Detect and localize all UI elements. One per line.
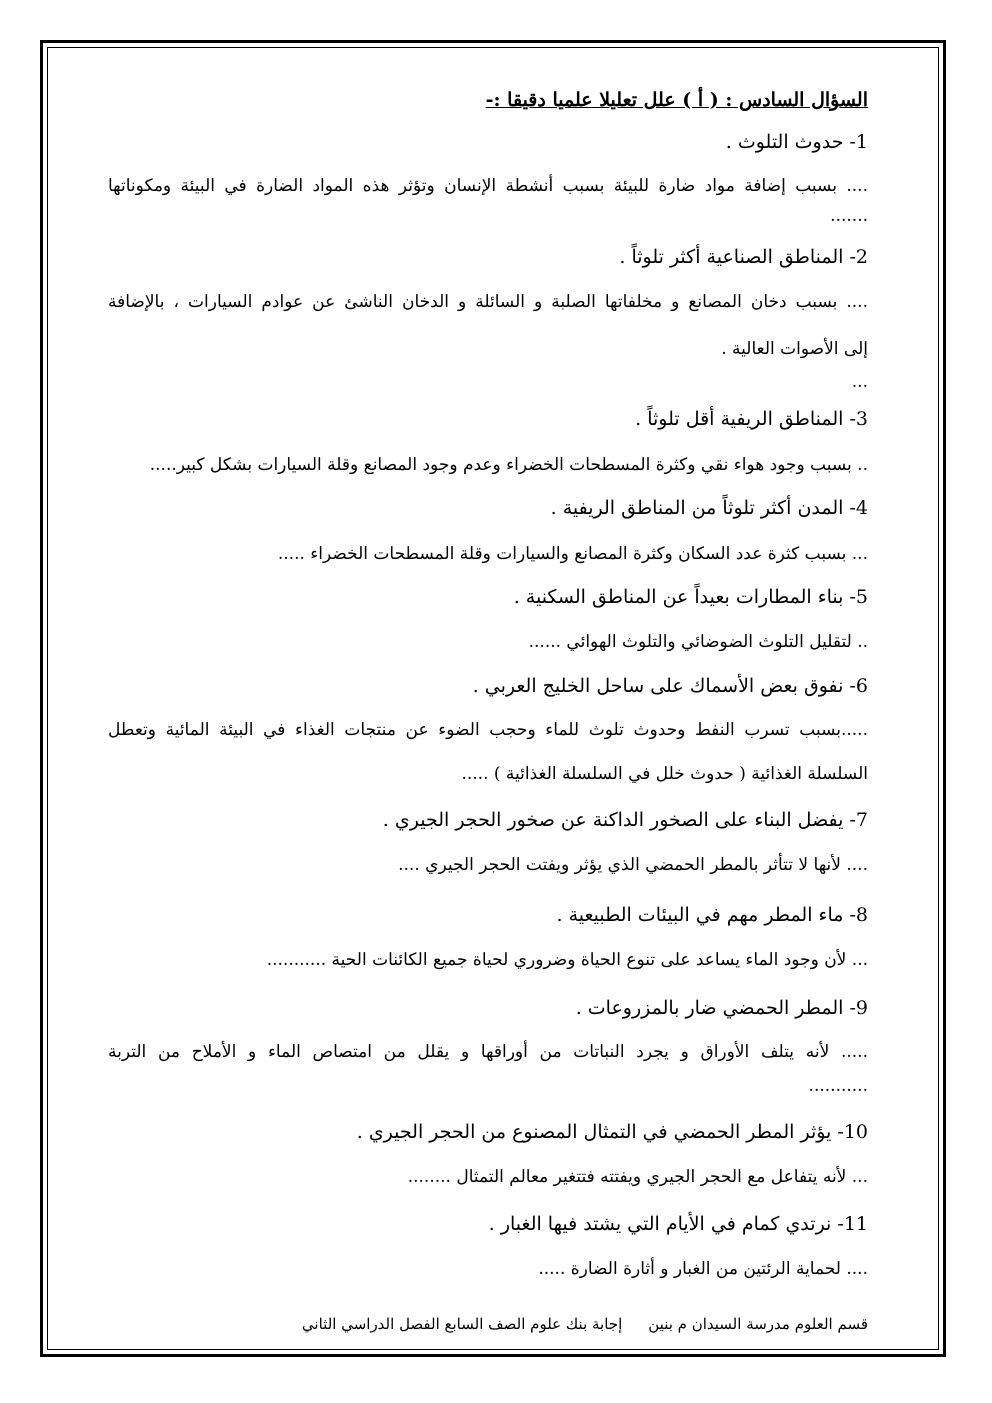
- answer-8: ... لأن وجود الماء يساعد على تنوع الحياة وضروري لحياة جميع الكائنات الحية ...........: [266, 950, 868, 970]
- answer-9: ..... لأنه يتلف الأوراق و يجرد النباتات من أوراقها و يقلل من امتصاص الماء و الأملاح من التربة: [108, 1042, 868, 1062]
- answer-2-cont2: ...: [851, 372, 868, 392]
- answer-2-cont: إلى الأصوات العالية .: [721, 339, 868, 359]
- page-border: [40, 40, 946, 1357]
- answer-5: .. لتقليل التلوث الضوضائي والتلوث الهوائي ......: [528, 632, 868, 652]
- answer-6-cont: السلسلة الغذائية ( حدوث خلل في السلسلة الغذائية ) .....: [461, 764, 868, 784]
- footer: [108, 1310, 868, 1338]
- answer-3: .. بسبب وجود هواء نقي وكثرة المسطحات الخضراء وعدم وجود المصانع وقلة السيارات بشكل كبير.....: [149, 455, 868, 475]
- question-7: 7- يفضل البناء على الصخور الداكنة عن صخور الحجر الجيري .: [382, 809, 868, 831]
- answer-9-cont: ...........: [808, 1076, 868, 1096]
- footer-answer-bank: إجابة بنك علوم الصف السابع الفصل الدراسي الثاني: [301, 1315, 623, 1333]
- question-11: 11- نرتدي كمام في الأيام التي يشتد فيها الغبار .: [488, 1213, 868, 1235]
- answer-11: .... لحماية الرئتين من الغبار و أثارة الضارة .....: [538, 1259, 868, 1279]
- question-5: 5- بناء المطارات بعيداً عن المناطق السكنية .: [513, 586, 868, 608]
- question-8: 8- ماء المطر مهم في البيئات الطبيعية .: [556, 904, 868, 926]
- answer-6: .....بسبب تسرب النفط وحدوث تلوث للماء وحجب الضوء عن منتجات الغذاء في البيئة المائية وتعطل: [108, 720, 868, 740]
- question-1: 1- حدوث التلوث .: [725, 131, 868, 153]
- answer-7: .... لأنها لا تتأثر بالمطر الحمضي الذي يؤثر ويفتت الحجر الجيري ....: [398, 855, 868, 875]
- inner-border: [47, 47, 939, 1350]
- question-6: 6- نفوق بعض الأسماك على ساحل الخليج العربي .: [472, 675, 868, 697]
- answer-1: .... بسبب إضافة مواد ضارة للبيئة بسبب أنشطة الإنسان وتؤثر هذه المواد الضارة في البيئة ومكوناتها: [108, 176, 868, 196]
- answer-1-cont: .......: [830, 206, 868, 226]
- question-10: 10- يؤثر المطر الحمضي في التمثال المصنوع من الحجر الجيري .: [356, 1121, 868, 1143]
- question-9: 9- المطر الحمضي ضار بالمزروعات .: [575, 997, 868, 1019]
- answer-10: ... لأنه يتفاعل مع الحجر الجيري ويفتته فتتغير معالم التمثال ........: [407, 1167, 868, 1187]
- question-3: 3- المناطق الريفية أقل تلوثاً .: [635, 408, 868, 430]
- footer-department: قسم العلوم مدرسة السيدان م بنين: [648, 1315, 868, 1333]
- question-4: 4- المدن أكثر تلوثاً من المناطق الريفية .: [550, 497, 868, 519]
- question-2: 2- المناطق الصناعية أكثر تلوثاً .: [619, 246, 868, 268]
- section-title: السؤال السادس : ( أ ) علل تعليلا علميا دقيقا :-: [485, 89, 868, 111]
- answer-2: .... بسبب دخان المصانع و مخلفاتها الصلبة و السائلة و الدخان الناشئ عن عوادم السيارات ، بالإضافة: [108, 292, 868, 312]
- answer-4: ... بسبب كثرة عدد السكان وكثرة المصانع والسيارات وقلة المسطحات الخضراء .....: [277, 544, 868, 564]
